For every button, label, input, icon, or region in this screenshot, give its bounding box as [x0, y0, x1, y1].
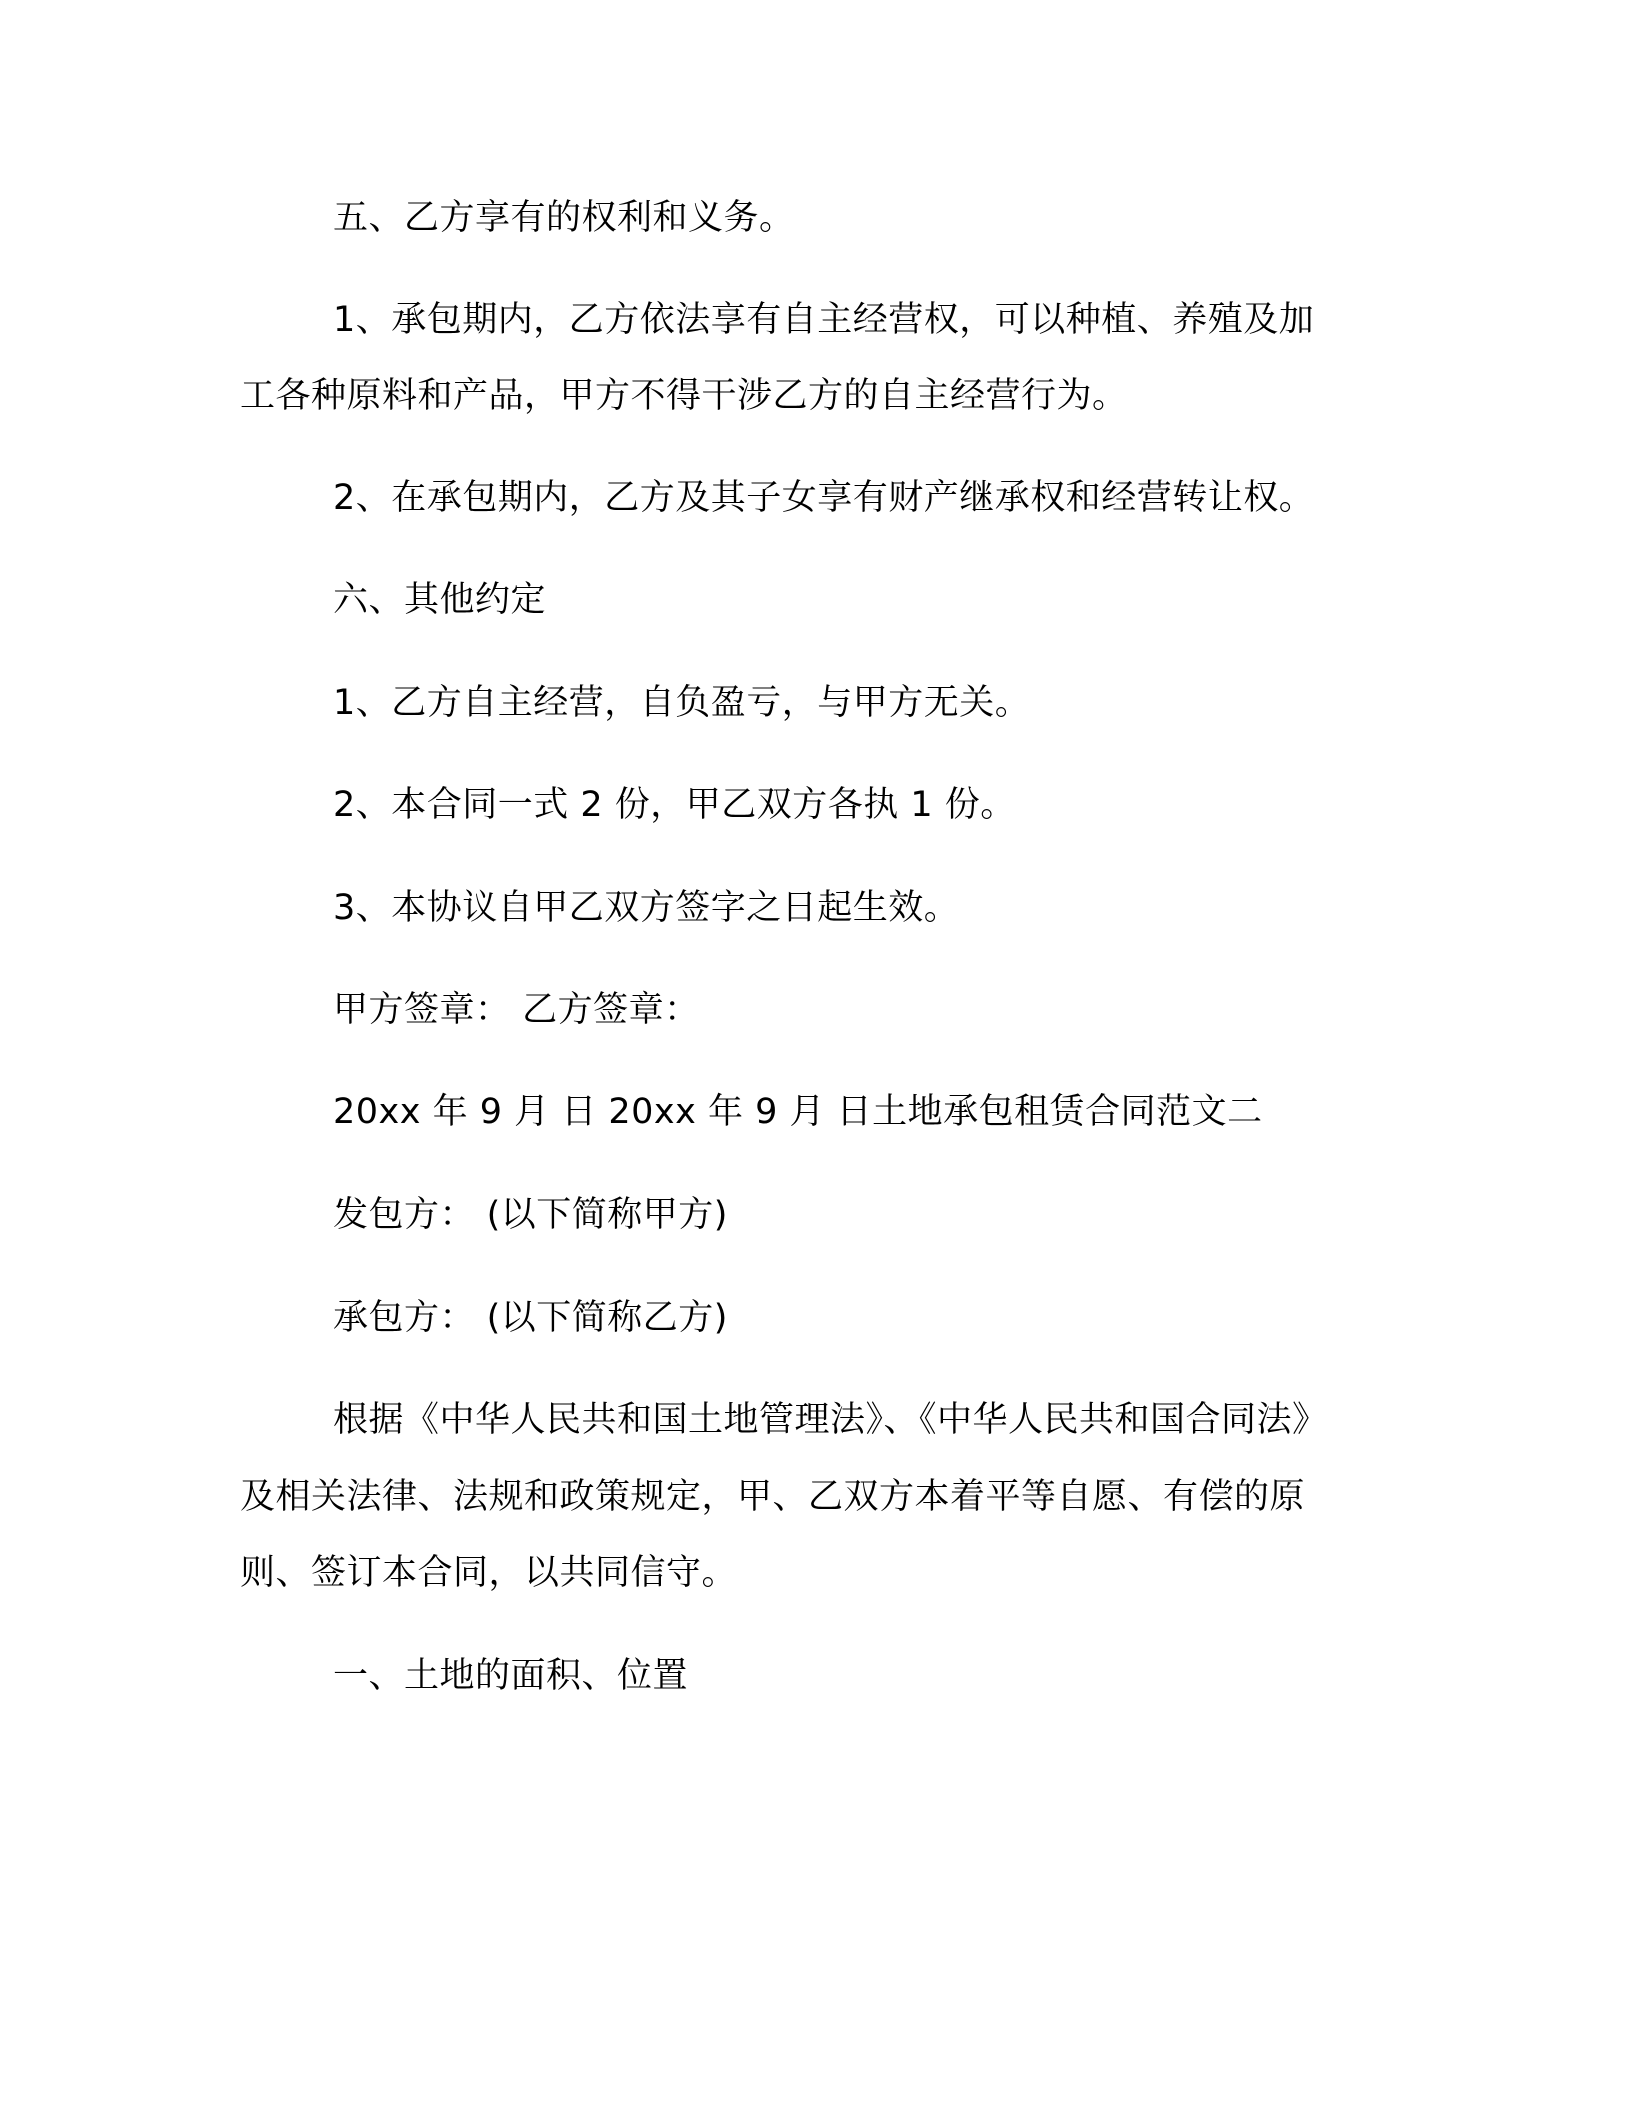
section-heading-five: 五、乙方享有的权利和义务。: [333, 198, 795, 238]
date-and-title-line: 20xx 年 9 月 日 20xx 年 9 月 日土地承包租赁合同范文二: [333, 1092, 1263, 1132]
clause-6-2: 2、本合同一式 2 份，甲乙双方各执 1 份。: [333, 785, 1016, 825]
clause-5-2: 2、在承包期内，乙方及其子女享有财产继承权和经营转让权。: [333, 478, 1315, 518]
clause-5-1-line-2: 工各种原料和产品，甲方不得干涉乙方的自主经营行为。: [240, 376, 1128, 416]
preamble-line-1: 根据《中华人民共和国土地管理法》、《中华人民共和国合同法》: [333, 1400, 1328, 1440]
contractor-party-b: 承包方： (以下简称乙方): [333, 1298, 728, 1338]
clause-5-1-line-1: 1、承包期内，乙方依法享有自主经营权，可以种植、养殖及加: [333, 300, 1315, 340]
section-heading-one: 一、土地的面积、位置: [333, 1656, 689, 1696]
contractor-party-a: 发包方： (以下简称甲方): [333, 1195, 728, 1235]
signature-line: 甲方签章： 乙方签章：: [333, 990, 700, 1030]
preamble-line-3: 则、签订本合同，以共同信守。: [240, 1553, 738, 1593]
clause-6-3: 3、本协议自甲乙双方签字之日起生效。: [333, 888, 960, 928]
clause-6-1: 1、乙方自主经营，自负盈亏，与甲方无关。: [333, 683, 1031, 723]
preamble-line-2: 及相关法律、法规和政策规定，甲、乙双方本着平等自愿、有偿的原: [240, 1477, 1306, 1517]
section-heading-six: 六、其他约定: [333, 580, 547, 620]
